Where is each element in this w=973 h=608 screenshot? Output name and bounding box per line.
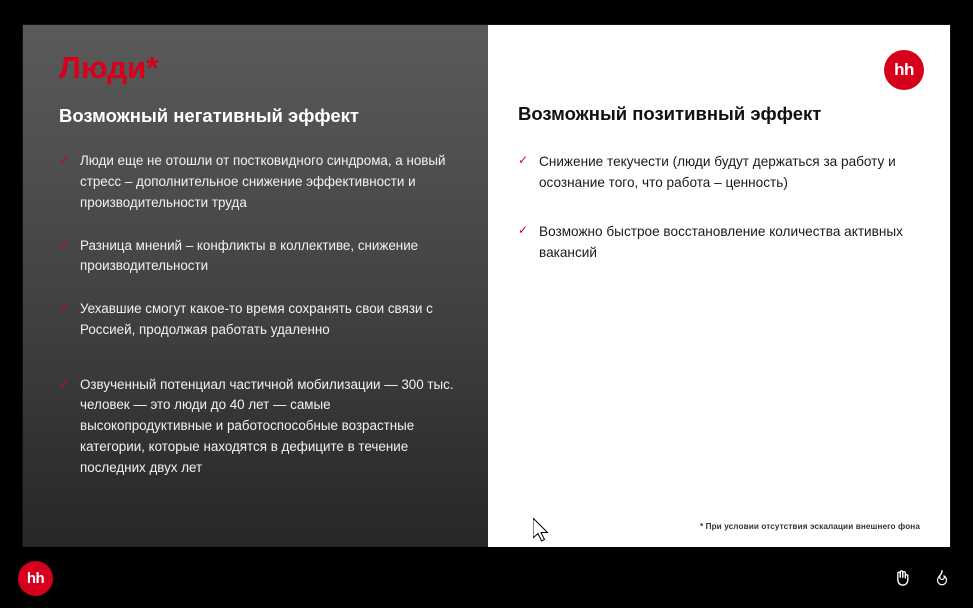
slide-footnote: * При условии отсутствия эскалации внешнего фона — [699, 522, 920, 531]
page-title: Люди* — [59, 50, 159, 85]
negative-effect-heading: Возможный негативный эффект — [59, 105, 359, 127]
list-item — [59, 299, 454, 341]
bottom-toolbar — [0, 547, 973, 608]
list-item-text: Озвученный потенциал частичной мобилизации — 300 тыс. человек — это люди до 40 лет — самые высокопродуктивные и работоспособные возрастные категории, которые находятся в дефиците в течение последних двух лет — [80, 376, 454, 475]
check-icon: ✓ — [59, 153, 70, 168]
list-item-text: Люди еще не отошли от постковидного синдрома, а новый стресс – дополнительное снижение эффективности и производительности труда — [80, 153, 446, 210]
check-icon: ✓ — [518, 223, 529, 238]
list-item — [59, 236, 454, 278]
list-item-text: Снижение текучести (люди будут держаться за работу и осознание того, что работа – ценность) — [539, 154, 896, 191]
list-item — [59, 375, 454, 479]
positive-effect-list — [518, 151, 918, 263]
slide — [23, 25, 950, 547]
list-item — [518, 151, 918, 193]
slide-left-panel — [23, 25, 488, 547]
positive-effect-heading: Возможный позитивный эффект — [518, 103, 822, 124]
negative-effect-list — [59, 151, 454, 478]
check-icon: ✓ — [518, 153, 529, 168]
check-icon: ✓ — [59, 237, 70, 252]
list-item-text: Уехавшие смогут какое-то время сохранять свои связи с Россией, продолжая работать удаленно — [80, 301, 433, 337]
raise-hand-icon[interactable] — [887, 563, 917, 593]
viewer-top-strip — [0, 0, 973, 16]
list-item-text: Разница мнений – конфликты в коллективе, снижение производительности — [80, 237, 419, 274]
hh-logo-icon: hh — [884, 50, 924, 90]
check-icon: ✓ — [59, 301, 70, 316]
list-item — [518, 221, 918, 263]
check-icon: ✓ — [59, 376, 70, 391]
flame-icon[interactable] — [927, 563, 957, 593]
list-item — [59, 151, 454, 213]
hh-brand-icon: hh — [18, 561, 53, 596]
slide-right-panel — [488, 25, 950, 547]
list-item-text: Возможно быстрое восстановление количества активных вакансий — [539, 224, 903, 261]
